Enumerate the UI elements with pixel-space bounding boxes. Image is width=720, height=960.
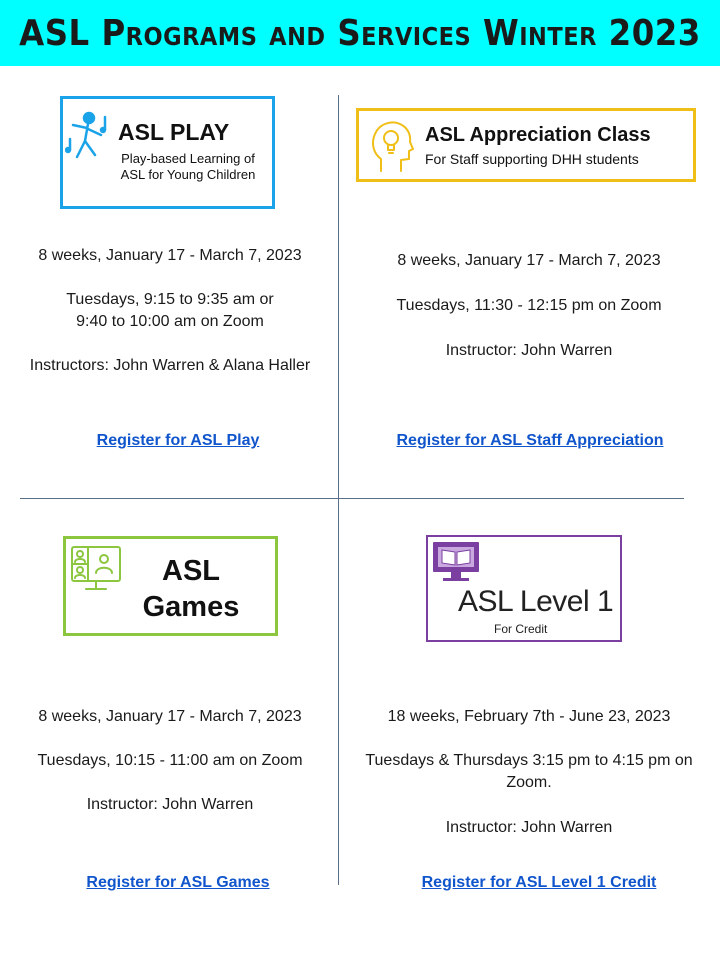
page-title: ASL Programs and Services Winter 2023 bbox=[19, 12, 701, 54]
asl-level1-info bbox=[348, 706, 710, 839]
asl-appreciation-dates: 8 weeks, January 17 - March 7, 2023 bbox=[397, 252, 661, 269]
asl-games-time: Tuesdays, 10:15 - 11:00 am on Zoom bbox=[37, 752, 303, 769]
asl-level1-logo-title: ASL Level 1 bbox=[458, 585, 614, 618]
asl-games-dates: 8 weeks, January 17 - March 7, 2023 bbox=[38, 708, 302, 725]
register-asl-play-link[interactable]: Register for ASL Play bbox=[96, 432, 260, 449]
asl-play-time-1: Tuesdays, 9:15 to 9:35 am or bbox=[66, 291, 274, 308]
asl-play-instructor: Instructors: John Warren & Alana Haller bbox=[29, 357, 311, 374]
asl-play-dates: 8 weeks, January 17 - March 7, 2023 bbox=[38, 247, 302, 264]
asl-games-info bbox=[10, 706, 330, 816]
vertical-divider bbox=[338, 95, 339, 885]
asl-appreciation-logo bbox=[356, 108, 696, 182]
asl-level1-logo bbox=[426, 535, 622, 642]
asl-level1-logo-subtitle: For Credit bbox=[494, 622, 548, 636]
asl-appreciation-logo-title: ASL Appreciation Class bbox=[425, 124, 651, 146]
asl-level1-instructor: Instructor: John Warren bbox=[445, 819, 613, 836]
asl-appreciation-info bbox=[348, 250, 710, 362]
asl-level1-dates: 18 weeks, February 7th - June 23, 2023 bbox=[387, 708, 671, 725]
asl-appreciation-instructor: Instructor: John Warren bbox=[445, 342, 613, 359]
asl-games-logo bbox=[63, 536, 278, 636]
title-banner bbox=[0, 0, 720, 66]
horizontal-divider bbox=[20, 498, 684, 499]
asl-level1-time-2: Zoom. bbox=[506, 774, 552, 791]
asl-play-info bbox=[10, 245, 330, 377]
asl-appreciation-logo-subtitle: For Staff supporting DHH students bbox=[425, 151, 639, 167]
video-call-screen-icon bbox=[70, 545, 124, 595]
asl-games-logo-title: ASL Games bbox=[142, 555, 240, 623]
register-asl-games-link[interactable]: Register for ASL Games bbox=[86, 874, 270, 891]
register-asl-appreciation-link[interactable]: Register for ASL Staff Appreciation bbox=[396, 432, 664, 449]
asl-play-logo-subtitle: Play-based Learning of ASL for Young Children bbox=[120, 151, 256, 182]
asl-level1-time-1: Tuesdays & Thursdays 3:15 pm to 4:15 pm on bbox=[365, 752, 693, 769]
asl-appreciation-time: Tuesdays, 11:30 - 12:15 pm on Zoom bbox=[396, 297, 662, 314]
head-lightbulb-icon bbox=[369, 117, 415, 175]
asl-games-instructor: Instructor: John Warren bbox=[86, 796, 254, 813]
asl-play-logo-title: ASL PLAY bbox=[118, 119, 230, 145]
monitor-book-icon bbox=[431, 540, 483, 584]
asl-play-time-2: 9:40 to 10:00 am on Zoom bbox=[76, 313, 264, 330]
register-asl-level1-link[interactable]: Register for ASL Level 1 Credit bbox=[421, 874, 657, 891]
asl-play-logo bbox=[60, 96, 275, 209]
